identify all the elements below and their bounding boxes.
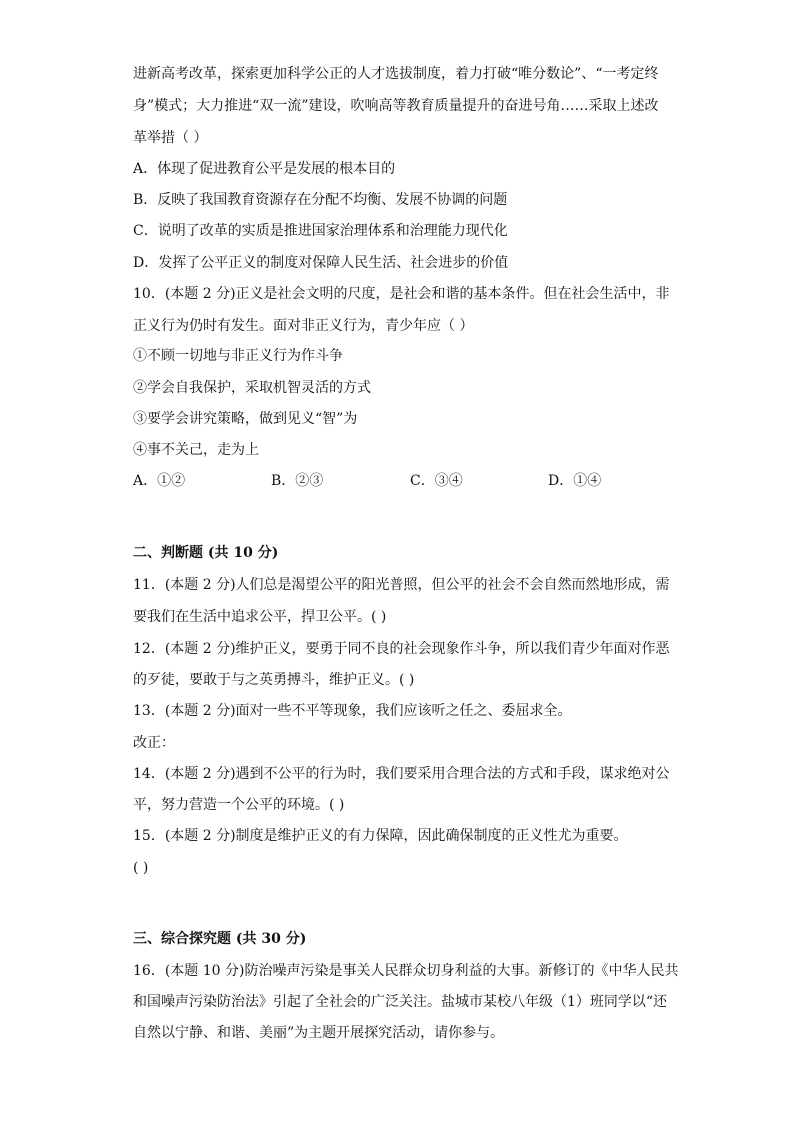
q14-line-2: 平，努力营造一个公平的环境。( ) bbox=[133, 797, 345, 813]
section3-title: 三、综合探究题 (共 30 分) bbox=[133, 931, 307, 947]
q12-line-2: 的歹徒，要敢于与之英勇搏斗，维护正义。( ) bbox=[133, 672, 415, 688]
q10-choice-a: A．①② bbox=[133, 473, 186, 489]
q10-choice-c: C．③④ bbox=[410, 473, 463, 489]
q9-stem-line-3: 革举措（ ） bbox=[133, 130, 208, 146]
q13-correction-label: 改正： bbox=[133, 735, 175, 751]
q12-line-1: 12．(本题 2 分)维护正义，要勇于同不良的社会现象作斗争，所以我们青少年面对作恶 bbox=[133, 641, 670, 657]
q13-line-1: 13．(本题 2 分)面对一些不平等现象，我们应该听之任之、委屈求全。 bbox=[133, 703, 572, 719]
q10-stem-line-1: 10．(本题 2 分)正义是社会文明的尺度，是社会和谐的基本条件。但在社会生活中，非 bbox=[133, 286, 670, 302]
q10-statement-4: ④事不关己，走为上 bbox=[133, 442, 259, 458]
q10-statement-2: ②学会自我保护，采取机智灵活的方式 bbox=[133, 380, 371, 396]
q9-option-a: A．体现了促进教育公平是发展的根本目的 bbox=[133, 161, 396, 177]
q16-line-1: 16．(本题 10 分)防治噪声污染是事关人民群众切身利益的大事。新修订的《中华人民共 bbox=[133, 963, 679, 979]
q10-statement-1: ①不顾一切地与非正义行为作斗争 bbox=[133, 348, 343, 364]
q11-line-2: 要我们在生活中追求公平，捍卫公平。( ) bbox=[133, 609, 387, 625]
section2-title: 二、判断题 (共 10 分) bbox=[133, 545, 279, 561]
q10-statement-3: ③要学会讲究策略，做到见义“智”为 bbox=[133, 411, 358, 427]
q14-line-1: 14．(本题 2 分)遇到不公平的行为时，我们要采用合理合法的方式和手段，谋求绝对公 bbox=[133, 766, 670, 782]
q11-line-1: 11．(本题 2 分)人们总是渴望公平的阳光普照，但公平的社会不会自然而然地形成，需 bbox=[133, 577, 670, 593]
q15-line-1: 15．(本题 2 分)制度是维护正义的有力保障，因此确保制度的正义性尤为重要。 bbox=[133, 828, 628, 844]
q9-stem-line-2: 身”模式；大力推进“双一流”建设，吹响高等教育质量提升的奋进号角……采取上述改 bbox=[133, 98, 659, 114]
q9-option-c: C．说明了改革的实质是推进国家治理体系和治理能力现代化 bbox=[133, 223, 508, 239]
q16-line-3: 自然以宁静、和谐、美丽”为主题开展探究活动，请你参与。 bbox=[133, 1025, 505, 1041]
q9-stem-line-1: 进新高考改革，探索更加科学公正的人才选拔制度，着力打破“唯分数论”、“一考定终 bbox=[133, 66, 659, 82]
q15-line-2: ( ) bbox=[133, 860, 149, 876]
q10-choice-b: B．②③ bbox=[271, 473, 324, 489]
q10-stem-line-2: 正义行为仍时有发生。面对非正义行为，青少年应（ ） bbox=[133, 318, 474, 334]
q9-option-d: D．发挥了公平正义的制度对保障人民生活、社会进步的价值 bbox=[133, 255, 509, 271]
q10-choice-d: D．①④ bbox=[548, 473, 602, 489]
q16-line-2: 和国噪声污染防治法》引起了全社会的广泛关注。盐城市某校八年级（1）班同学以“还 bbox=[133, 994, 668, 1010]
q9-option-b: B．反映了我国教育资源存在分配不均衡、发展不协调的问题 bbox=[133, 192, 508, 208]
